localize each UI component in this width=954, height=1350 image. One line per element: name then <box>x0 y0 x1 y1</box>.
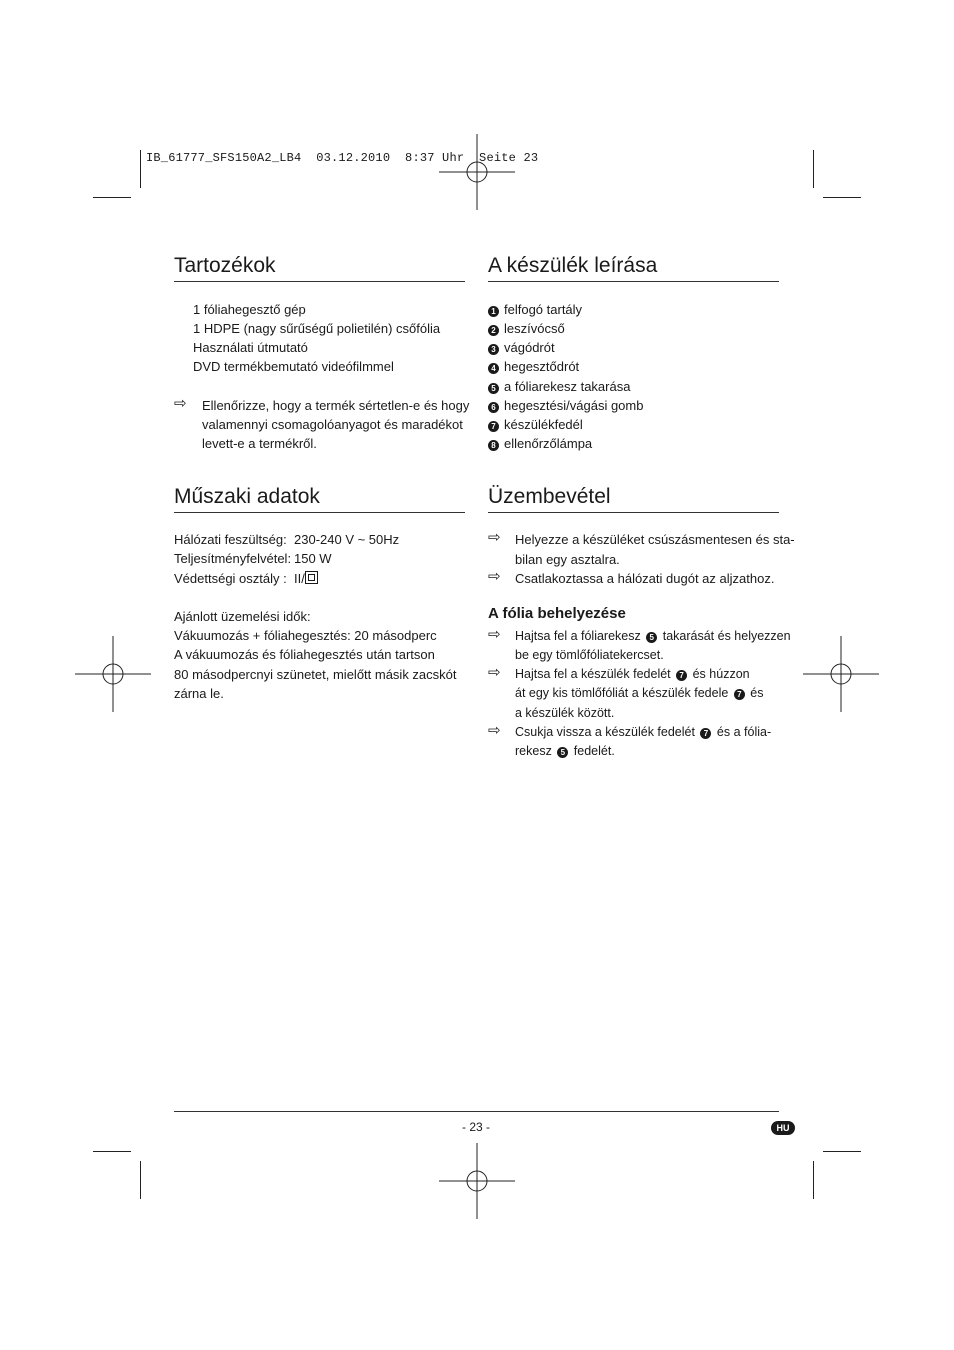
part-item <box>488 338 555 357</box>
startup-rule <box>488 512 779 513</box>
part-label: hegesztődrót <box>504 359 580 374</box>
foil-step-text: és a fólia- <box>716 725 772 739</box>
foil-step <box>515 723 771 742</box>
startup-step: bilan egy asztalra. <box>515 552 620 567</box>
specs-heading: Műszaki adatok <box>174 485 320 508</box>
duty-text: A vákuumozás és fóliahegesztés után tartson <box>174 647 435 662</box>
part-label: a fóliarekesz takarása <box>504 379 631 394</box>
foil-step-text: Hajtsa fel a készülék fedelét <box>515 667 671 681</box>
part-number-badge: 7 <box>676 670 687 681</box>
specs-rule <box>174 512 465 513</box>
crop-mark <box>813 1161 814 1199</box>
part-item <box>488 396 643 415</box>
part-item <box>488 415 583 434</box>
accessory-item: DVD termékbemutató videófilmmel <box>193 359 394 374</box>
foil-step <box>515 665 750 684</box>
description-rule <box>488 281 779 282</box>
arrow-right-icon: ⇨ <box>488 626 501 643</box>
foil-step-text: takarását és helyezzen <box>662 629 791 643</box>
arrow-right-icon: ⇨ <box>488 568 501 585</box>
crop-mark <box>823 197 861 198</box>
duty-text: Vákuumozás + fóliahegesztés: 20 másodperc <box>174 628 437 643</box>
spec-label: Védettségi osztály : <box>174 571 287 586</box>
startup-heading: Üzembevétel <box>488 485 611 508</box>
foil-step-text: és húzzon <box>692 667 750 681</box>
registration-mark-icon <box>803 636 879 712</box>
protection-class-ii-icon <box>305 571 318 584</box>
arrow-right-icon: ⇨ <box>488 664 501 681</box>
duty-text: zárna le. <box>174 686 224 701</box>
part-label: készülékfedél <box>504 417 583 432</box>
crop-mark <box>93 1151 131 1152</box>
accessory-item: Használati útmutató <box>193 340 308 355</box>
part-item <box>488 377 630 396</box>
part-number-badge: 8 <box>488 440 499 451</box>
crop-mark <box>93 197 131 198</box>
part-number-badge: 7 <box>734 689 745 700</box>
spec-label: Teljesítményfelvétel: <box>174 551 292 566</box>
accessories-heading: Tartozékok <box>174 254 276 277</box>
part-number-badge: 1 <box>488 306 499 317</box>
protection-class-value: II/ <box>294 571 305 586</box>
accessories-note: Ellenőrizze, hogy a termék sértetlen-e és hogy <box>202 398 470 413</box>
foil-step-text: Hajtsa fel a fóliarekesz <box>515 629 641 643</box>
crop-mark <box>140 1161 141 1199</box>
registration-mark-icon <box>439 1143 515 1219</box>
foil-step-text: rekesz <box>515 744 552 758</box>
part-number-badge: 6 <box>488 402 499 413</box>
accessory-item: 1 HDPE (nagy sűrűségű polietilén) csőfólia <box>193 321 441 336</box>
part-number-badge: 5 <box>488 383 499 394</box>
crop-mark <box>140 150 141 188</box>
arrow-right-icon: ⇨ <box>174 395 187 412</box>
spec-label: Hálózati feszültség: <box>174 532 287 547</box>
part-number-badge: 7 <box>700 728 711 739</box>
part-label: leszívócső <box>504 321 565 336</box>
part-label: ellenőrzőlámpa <box>504 436 593 451</box>
footer-rule <box>174 1111 779 1112</box>
part-item <box>488 300 582 319</box>
part-item <box>488 357 579 376</box>
registration-mark-icon <box>439 134 515 210</box>
foil-step: be egy tömlőfóliatekercset. <box>515 648 664 662</box>
part-number-badge: 3 <box>488 344 499 355</box>
foil-step-text: fedelét. <box>573 744 615 758</box>
part-number-badge: 5 <box>557 747 568 758</box>
duty-text: Ajánlott üzemelési idők: <box>174 609 311 624</box>
crop-mark <box>823 1151 861 1152</box>
arrow-right-icon: ⇨ <box>488 722 501 739</box>
part-number-badge: 5 <box>646 632 657 643</box>
foil-step-text: át egy kis tömlőfóliát a készülék fedele <box>515 686 729 700</box>
accessories-note: valamennyi csomagolóanyagot és maradékot <box>202 417 463 432</box>
part-label: felfogó tartály <box>504 302 583 317</box>
part-label: vágódrót <box>504 340 555 355</box>
foil-step-text: Csukja vissza a készülék fedelét <box>515 725 695 739</box>
spec-value: 150 W <box>294 551 332 566</box>
foil-step <box>515 627 791 646</box>
part-label: hegesztési/vágási gomb <box>504 398 644 413</box>
startup-step: Csatlakoztassa a hálózati dugót az aljzathoz. <box>515 571 775 586</box>
part-number-badge: 2 <box>488 325 499 336</box>
foil-step <box>515 742 615 761</box>
description-heading: A készülék leírása <box>488 254 658 277</box>
part-number-badge: 7 <box>488 421 499 432</box>
print-slug: IB_61777_SFS150A2_LB4 03.12.2010 8:37 Uhr Seite 23 <box>146 151 539 165</box>
foil-step <box>515 684 763 703</box>
foil-subheading: A fólia behelyezése <box>488 605 626 622</box>
language-badge: HU <box>771 1121 795 1135</box>
crop-mark <box>813 150 814 188</box>
foil-step-text: és <box>750 686 764 700</box>
registration-mark-icon <box>75 636 151 712</box>
arrow-right-icon: ⇨ <box>488 529 501 546</box>
startup-step: Helyezze a készüléket csúszásmentesen és sta- <box>515 532 795 547</box>
accessories-note: levett-e a termékről. <box>202 436 317 451</box>
foil-step: a készülék között. <box>515 706 615 720</box>
part-item <box>488 434 592 453</box>
part-item <box>488 319 565 338</box>
accessories-rule <box>174 281 465 282</box>
part-number-badge: 4 <box>488 363 499 374</box>
duty-text: 80 másodpercnyi szünetet, mielőtt másik zacskót <box>174 667 457 682</box>
accessory-item: 1 fóliahegesztő gép <box>193 302 306 317</box>
spec-value <box>294 569 318 588</box>
page-number: - 23 - <box>461 1120 490 1134</box>
spec-value: 230-240 V ~ 50Hz <box>294 532 400 547</box>
